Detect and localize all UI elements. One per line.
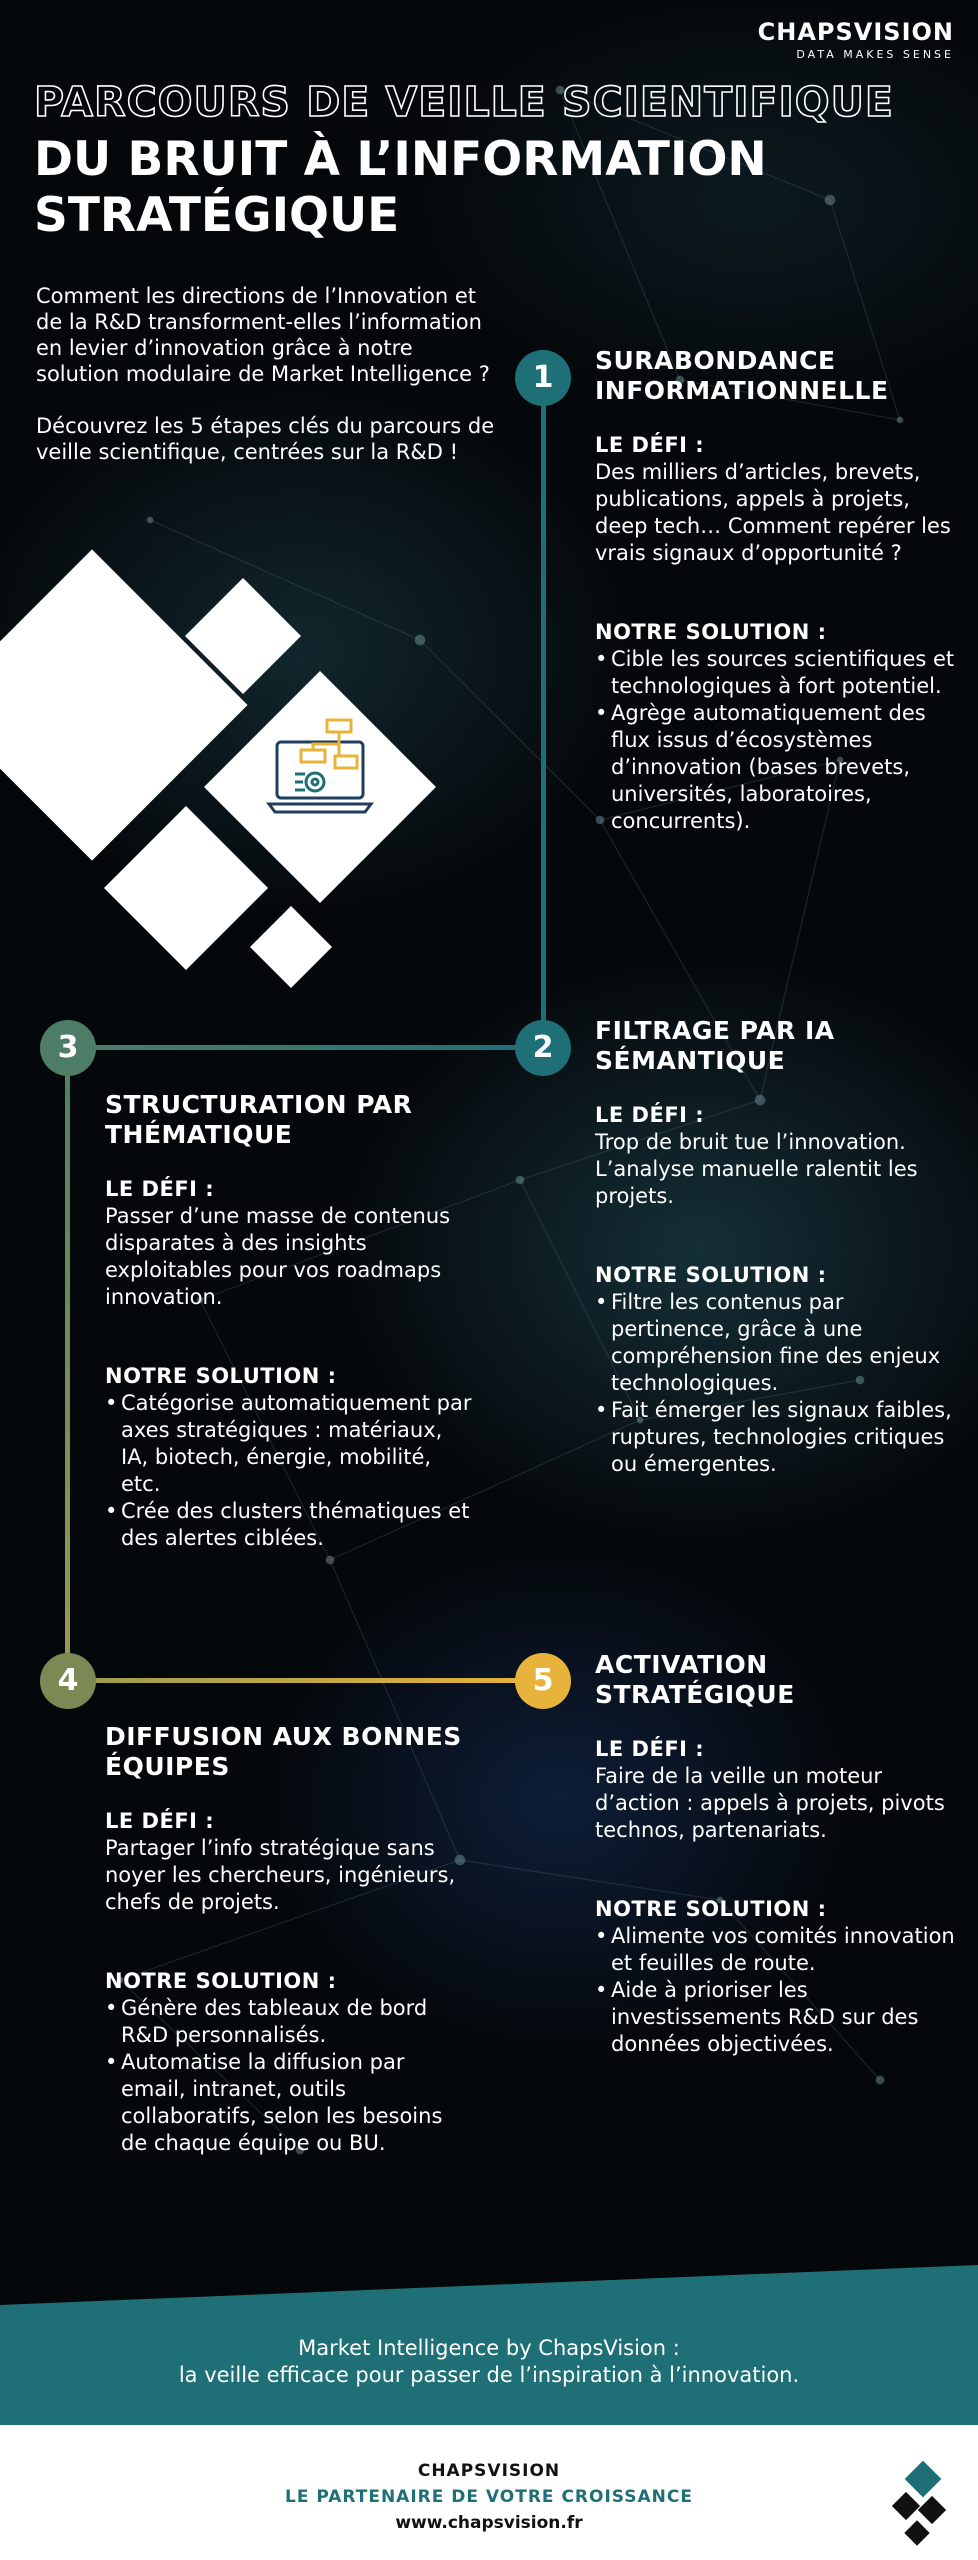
step-4-solution-list	[105, 1995, 475, 2157]
list-item: • Automatise la diffusion par email, intranet, outils collaboratifs, selon les besoins de chaque équipe ou BU.	[105, 2049, 475, 2157]
list-item: • Fait émerger les signaux faibles, ruptures, technologies critiques ou émergentes.	[595, 1397, 965, 1478]
list-item: • Catégorise automatiquement par axes stratégiques : matériaux, IA, biotech, énergie, mobilité, etc.	[105, 1390, 475, 1498]
conclusion-line-1: Market Intelligence by ChapsVision :	[298, 2336, 680, 2360]
step-5-marker: 5	[515, 1653, 571, 1709]
step-3-title: STRUCTURATION PAR THÉMATIQUE	[105, 1090, 413, 1149]
step-3-solution-label: NOTRE SOLUTION :	[105, 1364, 337, 1388]
step-1-marker: 1	[515, 350, 571, 406]
list-item: • Crée des clusters thématiques et des alertes ciblées.	[105, 1498, 475, 1552]
footer-slogan: LE PARTENAIRE DE VOTRE CROISSANCE	[285, 2487, 693, 2507]
connector-4-5	[67, 1678, 543, 1683]
conclusion-text	[0, 2335, 978, 2389]
title-outline: PARCOURS DE VEILLE SCIENTIFIQUE	[34, 78, 894, 126]
connector-2-3	[67, 1045, 543, 1050]
step-3-defi-text: Passer d’une masse de contenus disparates à des insights exploitables pour vos roadmaps innovation.	[105, 1204, 451, 1309]
list-item: • Aide à prioriser les investissements R&D sur des données objectivées.	[595, 1977, 965, 2058]
connector-3-4	[65, 1047, 70, 1682]
step-2-defi-text: Trop de bruit tue l’innovation. L’analyse manuelle ralentit les projets.	[595, 1130, 918, 1208]
brand-logo	[758, 18, 954, 61]
step-3-solution-list	[105, 1390, 475, 1552]
step-4-marker: 4	[40, 1653, 96, 1709]
connector-1-2	[541, 377, 546, 1047]
title-main: DU BRUIT À L’INFORMATION STRATÉGIQUE	[34, 132, 767, 243]
step-4-title: DIFFUSION AUX BONNES ÉQUIPES	[105, 1722, 462, 1781]
list-item: • Génère des tableaux de bord R&D personnalisés.	[105, 1995, 475, 2049]
step-2-solution-list	[595, 1289, 965, 1478]
step-4-solution-label: NOTRE SOLUTION :	[105, 1969, 337, 1993]
step-1-title: SURABONDANCE INFORMATIONNELLE	[595, 346, 889, 405]
step-1	[595, 346, 965, 835]
flowchart-laptop-icon	[265, 712, 375, 822]
intro-teaser: Découvrez les 5 étapes clés du parcours de veille scientifique, centrées sur la R&D !	[36, 414, 495, 464]
brand-name: CHAPSVISION	[757, 18, 954, 46]
list-item: • Agrège automatiquement des flux issus d’écosystèmes d’innovation (bases brevets, universités, laboratoires, concurrents).	[595, 700, 965, 835]
step-1-solution-label: NOTRE SOLUTION :	[595, 620, 827, 644]
step-2-title: FILTRAGE PAR IA SÉMANTIQUE	[595, 1016, 835, 1075]
conclusion-line-2: la veille efficace pour passer de l’inspiration à l’innovation.	[178, 2363, 800, 2387]
step-3	[105, 1090, 475, 1552]
step-3-defi-label: LE DÉFI :	[105, 1177, 215, 1201]
step-1-solution-list	[595, 646, 965, 835]
footer-url-link[interactable]: www.chapsvision.fr	[395, 2513, 583, 2533]
step-4-defi-text: Partager l’info stratégique sans noyer les chercheurs, ingénieurs, chefs de projets.	[105, 1836, 456, 1914]
step-4	[105, 1722, 475, 2157]
intro-question: Comment les directions de l’Innovation et de la R&D transforment-elles l’information en levier d’innovation grâce à notre solution modulaire de Market Intelligence ?	[36, 284, 490, 386]
brand-tagline: DATA MAKES SENSE	[796, 48, 954, 61]
step-2-marker: 2	[515, 1020, 571, 1076]
step-5-defi-label: LE DÉFI :	[595, 1737, 705, 1761]
list-item: • Alimente vos comités innovation et feuilles de route.	[595, 1923, 965, 1977]
step-4-defi-label: LE DÉFI :	[105, 1809, 215, 1833]
step-5-solution-list	[595, 1923, 965, 2058]
step-2-solution-label: NOTRE SOLUTION :	[595, 1263, 827, 1287]
footer-company: CHAPSVISION	[417, 2461, 561, 2481]
step-5-solution-label: NOTRE SOLUTION :	[595, 1897, 827, 1921]
step-2-defi-label: LE DÉFI :	[595, 1103, 705, 1127]
intro	[36, 283, 496, 491]
list-item: • Filtre les contenus par pertinence, grâce à une compréhension fine des enjeux technologiques.	[595, 1289, 965, 1397]
step-3-marker: 3	[40, 1020, 96, 1076]
step-5	[595, 1650, 965, 2058]
step-5-title: ACTIVATION STRATÉGIQUE	[595, 1650, 795, 1709]
step-1-defi-text: Des milliers d’articles, brevets, publications, appels à projets, deep tech… Comment repérer les vrais signaux d’opportunité ?	[595, 460, 951, 565]
step-1-defi-label: LE DÉFI :	[595, 433, 705, 457]
step-5-defi-text: Faire de la veille un moteur d’action : appels à projets, pivots technos, partenariats.	[595, 1764, 945, 1842]
list-item: • Cible les sources scientifiques et technologiques à fort potentiel.	[595, 646, 965, 700]
step-2	[595, 1016, 965, 1478]
